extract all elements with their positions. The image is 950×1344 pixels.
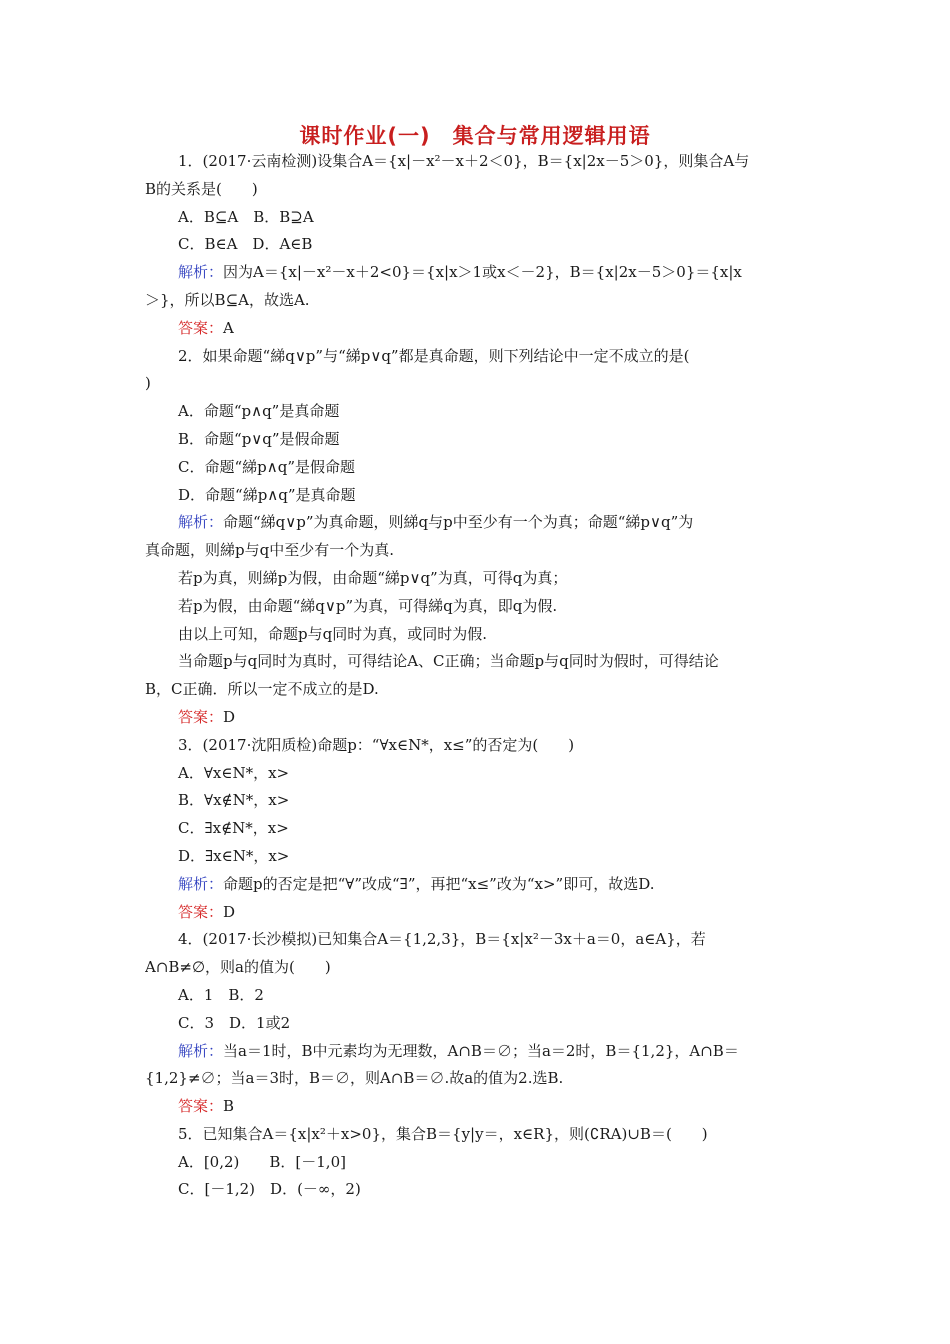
line-text: A．1 B．2 xyxy=(178,985,264,1004)
text-line xyxy=(145,593,807,621)
text-line xyxy=(145,537,807,565)
line-text: 5．已知集合A＝{x|x²＋x>0}，集合B＝{y|y＝，x∈R}，则(∁RA)∪B＝( ) xyxy=(178,1124,708,1143)
line-text: D xyxy=(223,902,236,921)
line-text: A xyxy=(223,318,234,337)
analysis-label: 解析： xyxy=(178,513,224,532)
line-text: D．命题“綈p∧q”是真命题 xyxy=(178,485,356,504)
text-line xyxy=(145,398,807,426)
text-line xyxy=(145,370,807,398)
line-text: 因为A＝{x|－x²－x＋2<0}＝{x|x＞1或x＜－2}，B＝{x|2x－5＞0}＝{x|x xyxy=(223,263,742,282)
text-line xyxy=(145,787,807,815)
answer-label: 答案： xyxy=(178,1097,224,1116)
text-line xyxy=(145,1065,807,1093)
text-line xyxy=(145,1121,807,1149)
text-line xyxy=(145,482,807,510)
text-line xyxy=(145,982,807,1010)
text-line xyxy=(145,815,807,843)
text-line xyxy=(145,899,807,927)
line-text: A．命题“p∧q”是真命题 xyxy=(178,402,340,421)
line-text: D．∃x∈N*，x> xyxy=(178,846,290,865)
text-line xyxy=(145,176,807,204)
line-text: B的关系是( ) xyxy=(145,179,258,198)
line-text: B，C正确．所以一定不成立的是D. xyxy=(145,680,379,699)
text-line xyxy=(145,509,807,537)
line-text: C．命题“綈p∧q”是假命题 xyxy=(178,457,355,476)
line-text: 由以上可知，命题p与q同时为真，或同时为假. xyxy=(178,624,487,643)
text-line xyxy=(145,231,807,259)
document-body xyxy=(145,148,807,1204)
text-line xyxy=(145,1093,807,1121)
line-text: A．B⊆A B．B⊇A xyxy=(178,207,314,226)
text-line xyxy=(145,954,807,982)
text-line xyxy=(145,1038,807,1066)
text-line xyxy=(145,148,807,176)
answer-label: 答案： xyxy=(178,318,224,337)
line-text: B．∀x∉N*，x> xyxy=(178,791,290,810)
text-line xyxy=(145,648,807,676)
text-line xyxy=(145,315,807,343)
text-line xyxy=(145,343,807,371)
text-line xyxy=(145,621,807,649)
line-text: 命题p的否定是把“∀”改成“∃”，再把“x≤”改为“x>”即可，故选D. xyxy=(223,874,655,893)
text-line xyxy=(145,204,807,232)
answer-label: 答案： xyxy=(178,707,224,726)
line-text: 1．(2017·云南检测)设集合A＝{x|－x²－x＋2＜0}，B＝{x|2x－5＞0}，则集合A与 xyxy=(178,152,750,170)
text-line xyxy=(145,760,807,788)
line-text: ＞}，所以B⊆A，故选A. xyxy=(145,290,310,309)
analysis-label: 解析： xyxy=(178,1041,224,1060)
line-text: 当命题p与q同时为真时，可得结论A、C正确；当命题p与q同时为假时，可得结论 xyxy=(178,652,719,671)
text-line xyxy=(145,1010,807,1038)
line-text: A．∀x∈N*，x> xyxy=(178,763,290,782)
line-text: 3．(2017·沈阳质检)命题p：“∀x∈N*，x≤”的否定为( ) xyxy=(178,735,575,754)
text-line xyxy=(145,732,807,760)
answer-label: 答案： xyxy=(178,902,224,921)
line-text: C．B∈A D．A∈B xyxy=(178,235,313,254)
line-text: C．[－1,2) D．(－∞，2) xyxy=(178,1180,361,1199)
line-text: 4．(2017·长沙模拟)已知集合A＝{1,2,3}，B＝{x|x²－3x＋a＝0，a∈A}，若 xyxy=(178,930,706,949)
line-text: 命题“綈q∨p”为真命题，则綈q与p中至少有一个为真；命题“綈p∨q”为 xyxy=(223,513,694,532)
line-text: A．[0,2) B．[－1,0] xyxy=(178,1152,346,1171)
text-line xyxy=(145,843,807,871)
analysis-label: 解析： xyxy=(178,263,224,282)
text-line xyxy=(145,426,807,454)
line-text: {1,2}≠∅；当a＝3时，B＝∅，则A∩B＝∅.故a的值为2.选B. xyxy=(145,1069,564,1088)
line-text: B xyxy=(223,1097,235,1116)
text-line xyxy=(145,704,807,732)
text-line xyxy=(145,1149,807,1177)
line-text: D xyxy=(223,707,236,726)
line-text: A∩B≠∅，则a的值为( ) xyxy=(145,958,331,977)
text-line xyxy=(145,287,807,315)
text-line xyxy=(145,926,807,954)
page-title: 课时作业(一) 集合与常用逻辑用语 xyxy=(299,124,651,148)
line-text: 2．如果命题“綈q∨p”与“綈p∨q”都是真命题，则下列结论中一定不成立的是( xyxy=(178,346,690,365)
text-line xyxy=(145,676,807,704)
text-line xyxy=(145,1176,807,1204)
line-text: 当a＝1时，B中元素均为无理数，A∩B＝∅；当a＝2时，B＝{1,2}，A∩B＝ xyxy=(223,1041,739,1060)
text-line xyxy=(145,871,807,899)
line-text: 若p为假，由命题“綈q∨p”为真，可得綈q为真，即q为假. xyxy=(178,596,558,615)
text-line xyxy=(145,454,807,482)
line-text: C．3 D．1或2 xyxy=(178,1013,291,1032)
line-text: C．∃x∉N*，x> xyxy=(178,819,289,838)
analysis-label: 解析： xyxy=(178,874,224,893)
line-text: 真命题，则綈p与q中至少有一个为真. xyxy=(145,541,394,560)
line-text: B．命题“p∨q”是假命题 xyxy=(178,429,340,448)
text-line xyxy=(145,565,807,593)
text-line xyxy=(145,259,807,287)
line-text: 若p为真，则綈p为假，由命题“綈p∨q”为真，可得q为真； xyxy=(178,568,568,587)
line-text: ) xyxy=(145,374,151,393)
